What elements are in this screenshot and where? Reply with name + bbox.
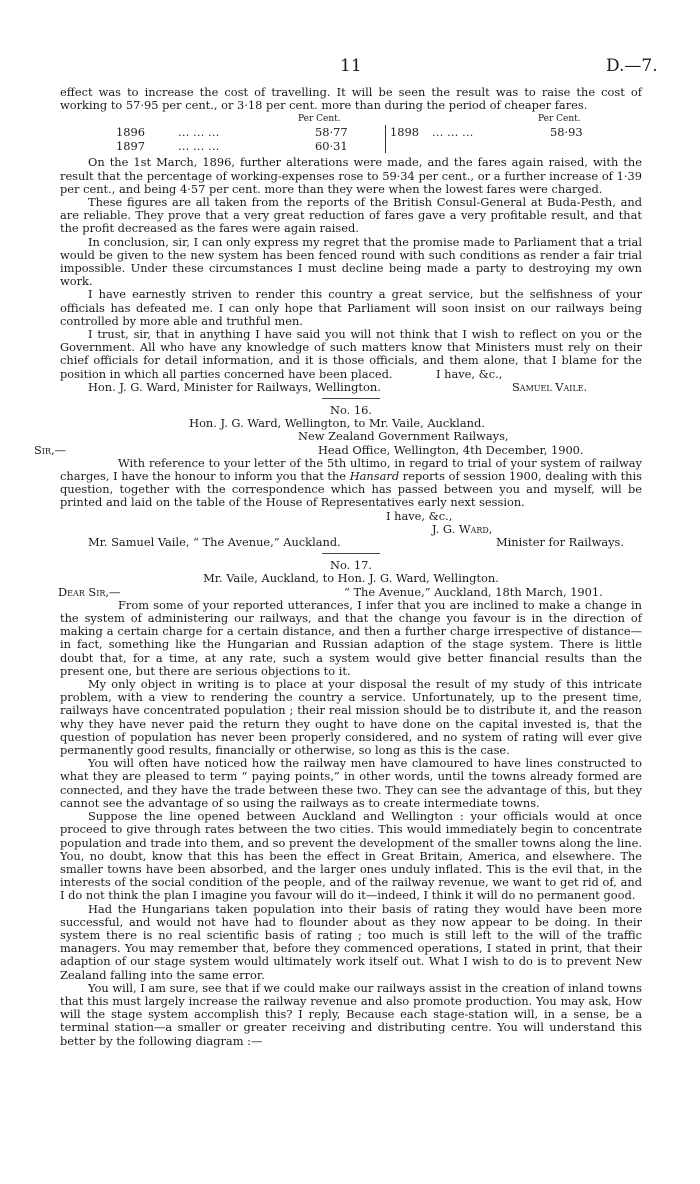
table-year: 1896 (116, 125, 145, 140)
table-year: 1898 (390, 125, 419, 140)
letter-org: New Zealand Government Railways, (298, 429, 509, 444)
letter-heading: Hon. J. G. Ward, Wellington, to Mr. Vaile, Auckland. (189, 416, 485, 431)
document-reference: D.—7. (606, 56, 658, 76)
table-leader: … … … (178, 125, 220, 140)
table-leader: … … … (178, 139, 220, 154)
section-divider (322, 553, 380, 554)
table-leader: … … … (432, 125, 474, 140)
letter-body (60, 457, 642, 510)
letter-addressee: Mr. Samuel Vaile, “ The Avenue,” Auckland. (88, 535, 341, 550)
paragraph-march-1896: On the 1st March, 1896, further alterations were made, and the fares again raised, with the result that the percentage of working-expenses rose to 59·34 per cent., or a further increase of 1·39 per cent., and being 4·57 per cent. more than they were when the lowest fares were charged. (60, 155, 642, 196)
letter-paragraph: My only object in writing is to place at your disposal the result of my study of this intricate problem, with a view to rendering the country a service. Unfortunately, up to the present time, railways have concentrated population ; their real mission should be to distribute it, and the reason why they have never paid the return they ought to have done on the capital invested is, that the question of population has never been properly considered, and no system of rating will ever give permanently good results, financially or otherwise, so long as this is the case. (60, 677, 642, 758)
letter-signature: J. G. Ward, (432, 521, 493, 536)
closing-ihave: I have, &c., (436, 366, 503, 381)
table-col-header-right: Per Cent. (538, 114, 581, 125)
letter-salutation-row (60, 586, 642, 599)
table-year: 1897 (116, 139, 145, 154)
letter-salutation: Dear Sir,— (58, 584, 121, 599)
letter-number: No. 17. (330, 558, 372, 573)
table-value: 58·77 (315, 125, 348, 140)
letter-paragraph: Had the Hungarians taken population into their basis of rating they would have been more successful, and would not have had to flounder about as they now appear to be doing. In their system there is no real scientific basis of rating ; too much is still left to the will of the traffic managers. You may remember that, before they commenced operations, I stated in print, that their adaption of our stage system would ultimately work itself out. What I wish to do is to prevent New Zealand falling into the same error. (60, 901, 642, 982)
letter-paragraph: From some of your reported utterances, I infer that you are inclined to make a change in the system of administering our railways, and that the change you favour is in the direction of making a certain charge for a certain distance, and then a further charge irrespective of distance—in fact, something like the Hungarian and Russian adaption of the stage system. There is little doubt that, for a time, at any rate, such a system would give better financial results than the present one, but there are serious objections to it. (60, 597, 642, 678)
paragraph-figures: These figures are all taken from the reports of the British Consul-General at Buda-Pesth, and are reliable. They prove that a very great reduction of fares gave a very profitable result, and that the profit decreased as the fares were again raised. (60, 195, 642, 236)
letter-closing (60, 366, 642, 394)
table-value: 58·93 (550, 125, 583, 140)
fare-percentage-table (60, 112, 642, 156)
letter-salutation: Sir,— (34, 442, 66, 457)
letter-office: Head Office, Wellington, 4th December, 1900. (318, 442, 584, 457)
letter-body-a: With reference to your letter of the 5th ultimo, in regard to trial of your system of railway charges, I have the honour to inform you that the (60, 455, 642, 484)
letter-footer-row (60, 536, 642, 549)
letter-paragraph: Suppose the line opened between Auckland and Wellington : your officials would at once proceed to give through rates between the two cities. This would immediately begin to concentrate population and trade into them, and so prevent the development of the smaller towns along the line. You, no doubt, know that this has been the effect in Great Britain, America, and elsewhere. The smaller towns have been absorbed, and the larger ones unduly inflated. This is the evil that, in the interests of the social condition of the people, and of the railway revenue, we want to get rid of, and I do not think the plan I imagine you favour will do it—indeed, I think it will do no permanent good. (60, 809, 642, 903)
letter-paragraph: You will, I am sure, see that if we could make our railways assist in the creation of inland towns that this must largely increase the railway revenue and also promote production. You may ask, How will the stage system accomplish this? I reply, Because each stage-station will, in a sense, be a terminal station—a smaller or greater receiving and distributing centre. You will understand this better by the following diagram :— (60, 980, 643, 1048)
closing-signature: Samuel Vaile. (512, 379, 588, 394)
table-col-header-left: Per Cent. (298, 114, 341, 125)
page-number: 11 (340, 56, 362, 76)
section-divider (322, 398, 380, 399)
letter-paragraph: You will often have noticed how the railway men have clamoured to have lines constructed to what they are pleased to term “ paying points,” in other words, until the towns already formed are connected, and they have the trade between these two. They can see the advantage of this, but they cannot see the advantage of so using the railways as to create intermediate towns. (60, 756, 642, 810)
letter-body-b: reports of session 1900, dealing with this question, together with the correspondence which has passed between you and myself, will be printed and laid on the table of the House of Representatives early next session. (60, 469, 642, 510)
table-divider (385, 125, 386, 153)
letter-ihave: I have, &c., (386, 508, 453, 523)
letter-salutation-row (34, 442, 642, 457)
letter-heading: Mr. Vaile, Auckland, to Hon. J. G. Ward, Wellington. (203, 571, 499, 586)
hansard-title: Hansard (349, 469, 400, 484)
closing-addressee: Hon. J. G. Ward, Minister for Railways, Wellington. (88, 379, 381, 394)
letter-dateline: “ The Avenue,” Auckland, 18th March, 1901. (344, 584, 603, 599)
page-body (34, 85, 643, 1048)
letter-title: Minister for Railways. (496, 535, 625, 550)
paragraph-trust: I trust, sir, that in anything I have said you will not think that I wish to reflect on you or the Government. All who have any knowledge of such matters know that Ministers must rely on their chief officials for detail information, and it is those officials, and them alone, that I blame for the position in which all parties concerned have been placed. (60, 327, 642, 381)
letter-number: No. 16. (330, 403, 372, 418)
table-value: 60·31 (315, 139, 348, 154)
paragraph-conclusion: In conclusion, sir, I can only express my regret that the promise made to Parliament that a trial would be given to the new system has been fenced round with such conditions as render a fair trial impossible. Under these circumstances I must decline being made a party to destroying my own work. (60, 234, 642, 289)
paragraph-striven: I have earnestly striven to render this country a great service, but the selfishness of your officials has defeated me. I can only hope that Parliament will soon insist on our railways being controlled by more able and truthful men. (60, 287, 642, 328)
paragraph-intro: effect was to increase the cost of travelling. It will be seen the result was to raise the cost of working to 57·95 per cent., or 3·18 per cent. more than during the period of cheaper fares. (60, 85, 642, 113)
